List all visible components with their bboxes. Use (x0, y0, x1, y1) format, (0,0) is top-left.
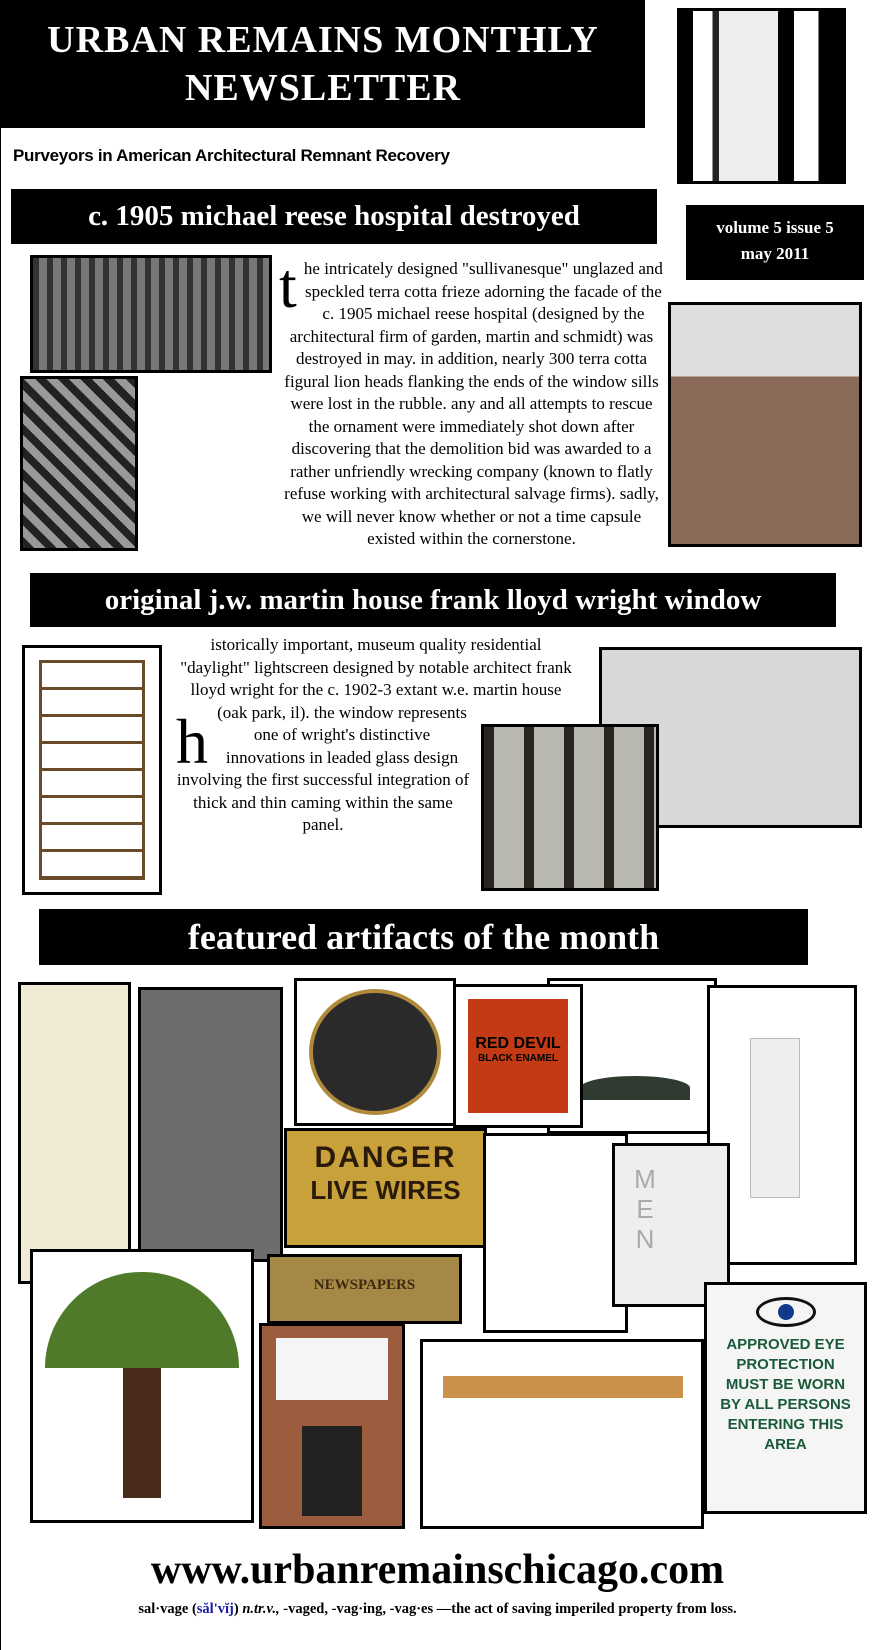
masthead (1, 0, 645, 128)
website-link[interactable]: www.urbanremainschicago.com (150, 1547, 725, 1593)
issue-number: volume 5 issue 5 (716, 218, 834, 237)
eye-protection-sign-photo (704, 1282, 867, 1514)
article1-heading: c. 1905 michael reese hospital destroyed (11, 189, 657, 244)
masthead-line1: URBAN REMAINS MONTHLY (47, 19, 599, 61)
article2-heading: original j.w. martin house frank lloyd wright window (30, 573, 836, 627)
table-lamp-photo (259, 1323, 405, 1529)
article1-body (279, 250, 664, 551)
eye-protection-text: APPROVED EYE PROTECTION MUST BE WORN BY ALL PERSONS ENTERING THIS AREA (720, 1336, 851, 1453)
statue-lamp-photo (18, 982, 131, 1284)
men-label: MEN (630, 1164, 660, 1254)
eye-icon (756, 1297, 816, 1327)
issue-date: may 2011 (740, 244, 810, 263)
hospital-demolition-photo (668, 302, 862, 547)
definition-text: -vaged, -vag·ing, -vag·es —the act of saving imperiled property from loss. (283, 1601, 737, 1617)
danger-label: DANGER (314, 1141, 457, 1174)
clock-photo (294, 978, 456, 1126)
wooden-table-chairs-photo (420, 1339, 704, 1529)
issue-box (686, 205, 864, 280)
window-detail-photo (481, 724, 659, 891)
glass-cart-photo (483, 1133, 628, 1333)
tagline: Purveyors in American Architectural Remnant Recovery (13, 146, 450, 165)
definition-part-of-speech: n.tr.v., (242, 1601, 280, 1617)
newspapers-plate-photo (267, 1254, 462, 1324)
lightscreen-photo (22, 645, 162, 895)
masthead-building-photo (677, 8, 846, 184)
steel-cabinet-photo (138, 987, 283, 1262)
masthead-line2: NEWSLETTER (184, 67, 462, 109)
newspapers-label: NEWSPAPERS (313, 1277, 416, 1293)
frieze-detail-photo (20, 376, 138, 551)
live-wires-label: LIVE WIRES (310, 1175, 461, 1205)
definition-pronunciation: săl'vĭj (196, 1601, 234, 1617)
featured-heading: featured artifacts of the month (39, 909, 808, 965)
article1-text: he intricately designed "sullivanesque" unglazed and speckled terra cotta frieze adorning the facade of the c. 1905 michael reese hospital (designed by the architectural firm of garden, martin and schmidt) was destroyed in may. in addition, nearly 300 terra cotta figural lion heads flanking the ends of the window sills were lost in the rubble. any and all attempts to rescue the ornament were immediately shot down after discovering that the demolition bid was awarded to a rather unfriendly wrecking company (known to flatly refuse working with architectural salvage firms). sadly, we will never know whether or not a time capsule existed within the cornerstone. (284, 259, 663, 548)
frieze-photo (30, 255, 272, 373)
article2-dropcap: h (176, 706, 208, 777)
definition-word: sal·vage (138, 1601, 189, 1617)
salvage-definition: sal·vage (săl'vĭj) n.tr.v., -vaged, -vag·ing, -vag·es —the act of saving imperiled property from loss. (138, 1601, 737, 1617)
danger-sign-photo (284, 1128, 487, 1248)
can-sublabel: BLACK ENAMEL (478, 1053, 558, 1064)
tiffany-lamp-photo (30, 1249, 254, 1523)
article1-dropcap: t (279, 250, 297, 321)
red-devil-can-photo (453, 984, 583, 1128)
article2-text: istorically important, museum quality residential "daylight" lightscreen designed by notable architect frank lloyd wright for the c. 1902-3 extant w.e. martin house (oak park, il). the window represents one of wright's distinctive innovations in leaded glass design involving the first successful integration of thick and thin caming within the same panel. (176, 635, 572, 834)
can-label: RED DEVIL (475, 1035, 561, 1052)
